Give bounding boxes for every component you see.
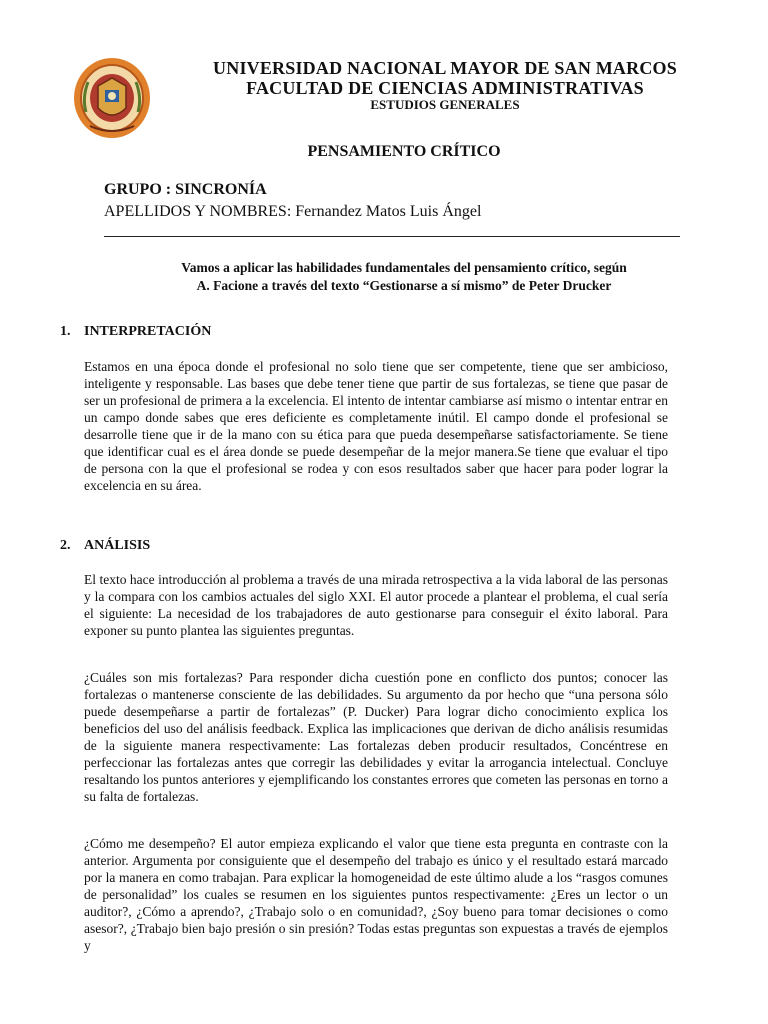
analysis-paragraph: ¿Cuáles son mis fortalezas? Para responder dicha cuestión pone en conflicto dos puntos; conocer las fortalezas o mantenerse consciente de las debilidades. Su argumento da por hecho que “una persona sólo puede desempeñarse a partir de fortalezas” (P. Ducker) Para lograr dicho conocimiento explica los beneficios del uso del análisis feedback. Explica las implicaciones que derivan de dicho análisis resumidas de la siguiente manera respectivamente: Las fortalezas deben producir resultados, Concéntrese en perfeccionar las fortalezas antes que corregir las debilidades y evitar la arrogancia intelectual. Concluye resaltando los puntos anteriores y ejemplificando los constantes errores que cometen las personas en torno a su falta de fortalezas. — [84, 670, 668, 804]
intro-line-2: A. Facione a través del texto “Gestionarse a sí mismo” de Peter Drucker — [196, 278, 612, 293]
university-seal-icon — [72, 56, 152, 140]
document-title: PENSAMIENTO CRÍTICO — [307, 143, 501, 160]
section-number: 2. — [60, 538, 71, 553]
program-name: ESTUDIOS GENERALES — [370, 97, 520, 112]
section-title: ANÁLISIS — [84, 538, 151, 553]
section-heading — [60, 538, 150, 554]
group-name: GRUPO : SINCRONÍA — [104, 181, 267, 198]
student-names: APELLIDOS Y NOMBRES: Fernandez Matos Luis Ángel — [104, 203, 482, 220]
intro-statement — [84, 259, 724, 295]
section-number: 1. — [60, 324, 71, 339]
section-title: INTERPRETACIÓN — [84, 324, 212, 339]
analysis-paragraph: El texto hace introducción al problema a través de una mirada retrospectiva a la vida laboral de las personas y la compara con los cambios actuales del siglo XXI. El autor procede a plantear el problema, el cual sería el siguiente: La necesidad de los trabajadores de auto gestionarse para conseguir el éxito laboral. Para exponer su punto plantea las siguientes preguntas. — [84, 572, 668, 638]
intro-line-1: Vamos a aplicar las habilidades fundamentales del pensamiento crítico, según — [181, 260, 627, 275]
analysis-paragraph: ¿Cómo me desempeño? El autor empieza explicando el valor que tiene esta pregunta en contraste con la anterior. Argumenta por consiguiente que el desempeño del trabajo es único y el resultado estará marcado por la manera en como trabajan. Para explicar la homogeneidad de este último alude a los “rasgos comunes de personalidad” los cuales se resumen en los siguientes puntos respectivamente: ¿Eres un lector o un auditor?, ¿Cómo a aprendo?, ¿Trabajo solo o en comunidad?, ¿Soy bueno para tomar decisiones o como asesor?, ¿Trabajo bien bajo presión o sin presión? Todas estas preguntas son expuestas a través de ejemplos y — [84, 836, 668, 953]
interpretation-paragraph: Estamos en una época donde el profesional no solo tiene que ser competente, tiene que ser ambicioso, inteligente y responsable. Las bases que debe tener tiene que partir de sus fortalezas, se tiene que pasar de ser un profesional de primera a la excelencia. El intento de intentar cambiarse así mismo o intentar entrar en un campo donde sabes que eres deficiente es completamente inútil. El campo donde el profesional se desarrolle tiene que ir de la mano con su ética para que pueda desempeñarse satisfactoriamente. Se tiene que identificar cual es el área donde se puede desempeñar de la mejor manera.Se tiene que evaluar el tipo de persona con la que el profesional se rodea y con esos resultados saber que hacer para poder lograr la excelencia en su área. — [84, 359, 668, 493]
divider-line — [104, 236, 680, 237]
section-heading — [60, 324, 211, 340]
university-name: UNIVERSIDAD NACIONAL MAYOR DE SAN MARCOS — [213, 58, 677, 78]
faculty-name: FACULTAD DE CIENCIAS ADMINISTRATIVAS — [246, 78, 644, 98]
